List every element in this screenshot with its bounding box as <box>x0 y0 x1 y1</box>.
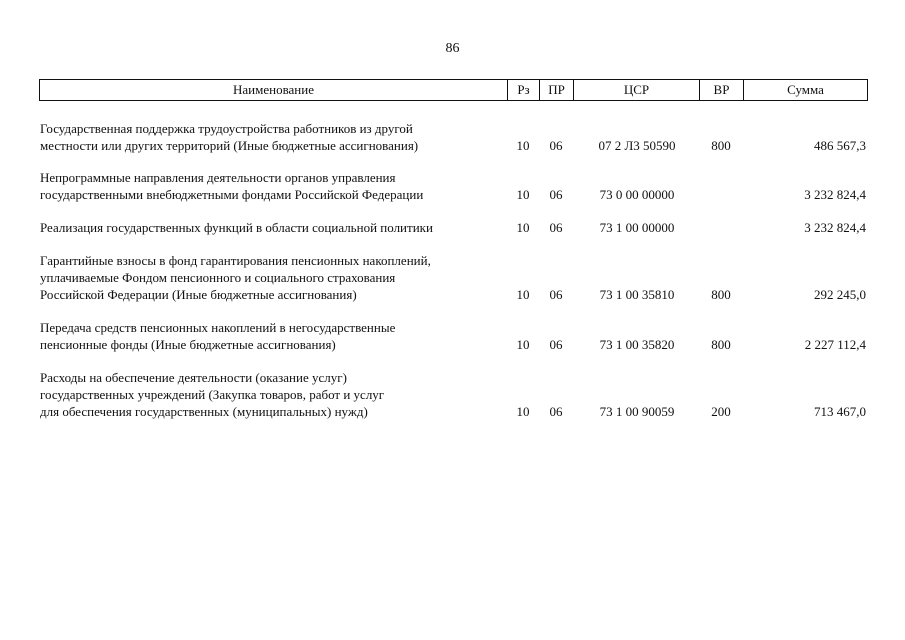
row-sum: 3 232 824,4 <box>804 187 866 202</box>
row-pr: 06 <box>549 220 563 235</box>
row-name <box>40 319 508 353</box>
row-csr: 73 1 00 35810 <box>599 287 675 302</box>
header-vr: ВР <box>700 80 744 101</box>
page-number: 86 <box>445 41 460 56</box>
header-sum: Сумма <box>744 80 868 101</box>
row-csr: 07 2 Л3 50590 <box>598 138 676 153</box>
row-name-line: государственных учреждений (Закупка товаров, работ и услуг <box>40 387 385 402</box>
header-csr: ЦСР <box>574 80 700 101</box>
row-rz: 10 <box>516 404 530 419</box>
row-rz: 10 <box>516 187 530 202</box>
row-sum: 713 467,0 <box>814 404 866 419</box>
header-name: Наименование <box>40 80 508 101</box>
row-name-line: государственными внебюджетными фондами Российской Федерации <box>40 187 424 202</box>
row-rz: 10 <box>516 287 530 302</box>
row-name-line: Расходы на обеспечение деятельности (оказание услуг) <box>40 370 347 385</box>
row-pr: 06 <box>549 187 563 202</box>
row-name <box>40 369 508 420</box>
row-name-line: Передача средств пенсионных накоплений в негосударственные <box>40 320 396 335</box>
row-pr: 06 <box>549 138 563 153</box>
row-sum: 486 567,3 <box>814 138 866 153</box>
row-csr: 73 1 00 90059 <box>599 404 675 419</box>
row-name-line: Реализация государственных функций в области социальной политики <box>40 220 433 235</box>
row-name-line: Непрограммные направления деятельности органов управления <box>40 170 396 185</box>
row-csr: 73 1 00 35820 <box>599 337 675 352</box>
row-vr: 800 <box>711 337 731 352</box>
row-name <box>40 219 508 236</box>
row-name-line: пенсионные фонды (Иные бюджетные ассигнования) <box>40 337 336 352</box>
row-vr: 800 <box>711 287 731 302</box>
row-name-line: уплачиваемые Фондом пенсионного и социального страхования <box>40 270 396 285</box>
row-name-line: для обеспечения государственных (муниципальных) нужд) <box>40 404 368 419</box>
row-name-line: Российской Федерации (Иные бюджетные ассигнования) <box>40 287 357 302</box>
row-rz: 10 <box>516 337 530 352</box>
row-sum: 292 245,0 <box>814 287 866 302</box>
row-csr: 73 1 00 00000 <box>599 220 675 235</box>
row-vr: 200 <box>711 404 731 419</box>
row-name-line: Гарантийные взносы в фонд гарантирования пенсионных накоплений, <box>40 253 431 268</box>
row-vr: 800 <box>711 138 731 153</box>
row-rz: 10 <box>516 138 530 153</box>
row-name <box>40 252 508 303</box>
row-pr: 06 <box>549 337 563 352</box>
row-sum: 2 227 112,4 <box>804 337 866 352</box>
row-sum: 3 232 824,4 <box>804 220 866 235</box>
row-name-line: Государственная поддержка трудоустройства работников из другой <box>40 121 413 136</box>
row-rz: 10 <box>516 220 530 235</box>
row-pr: 06 <box>549 404 563 419</box>
header-pr: ПР <box>540 80 574 101</box>
row-csr: 73 0 00 00000 <box>599 187 675 202</box>
row-name-line: местности или других территорий (Иные бюджетные ассигнования) <box>40 138 419 153</box>
row-pr: 06 <box>549 287 563 302</box>
header-rz: Рз <box>508 80 540 101</box>
row-name <box>40 169 508 203</box>
row-name <box>40 120 508 154</box>
